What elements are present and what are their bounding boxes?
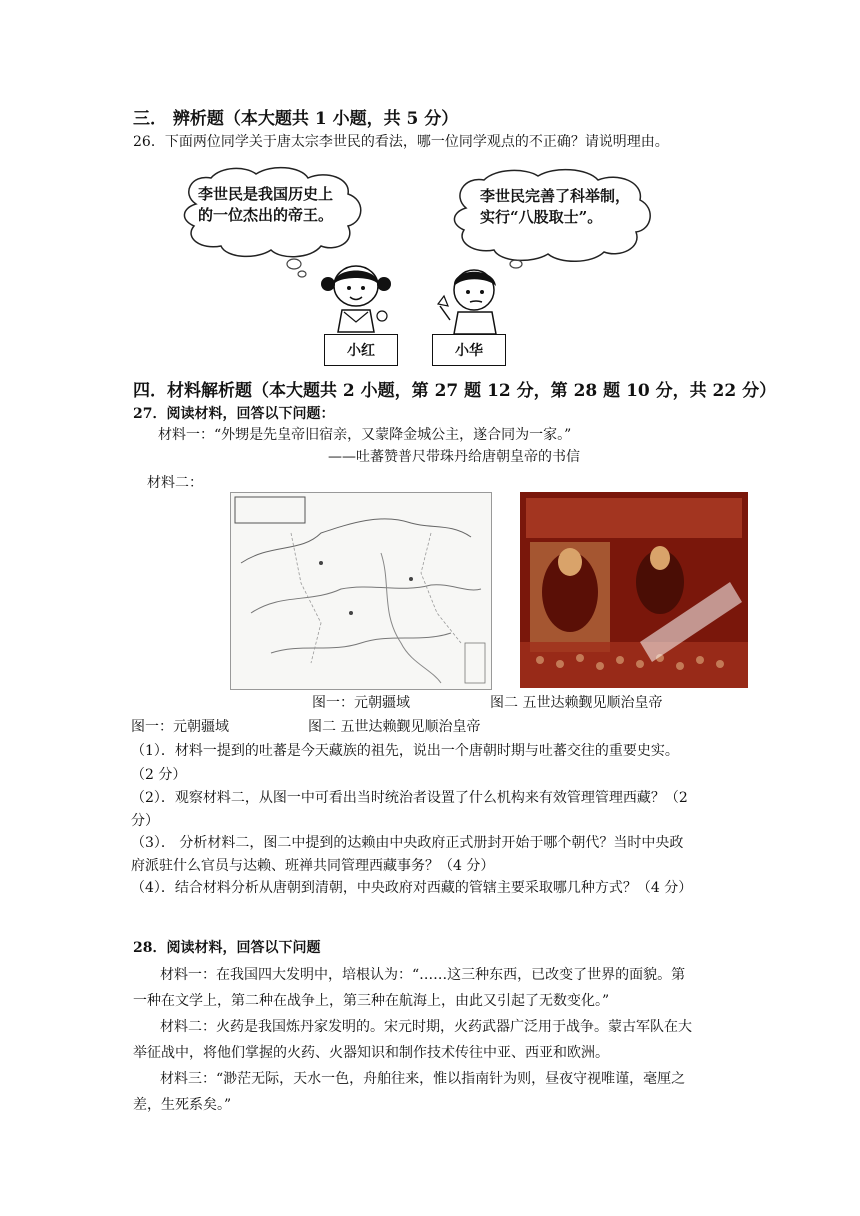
figure1-inner-caption: 图一：元朝疆域 [312, 695, 410, 711]
bubble-right-text: 李世民完善了科举制，实行“八股取士”。 [480, 187, 631, 226]
question-26: 26．下面两位同学关于唐太宗李世民的看法，哪一位同学观点的不正确？请说明理由。 [133, 134, 669, 150]
q27-sub4: （4）．结合材料分析从唐朝到清朝，中央政府对西藏的管辖主要采取哪几种方式？（4 分） [131, 880, 693, 896]
q27-sub2-line1: （2）．观察材料二，从图一中可看出当时统治者设置了什么机构来有效管理管理西藏？（2 [131, 790, 688, 806]
q27-sub3-line2: 府派驻什么官员与达赖、班禅共同管理西藏事务？（4 分） [131, 858, 495, 874]
girl-cartoon-icon [316, 262, 396, 334]
figure2-inner-caption: 图二 五世达赖觐见顺治皇帝 [490, 695, 663, 711]
question-27-title: 27．阅读材料，回答以下问题： [133, 406, 335, 422]
q27-sub1-line1: （1）．材料一提到的吐蕃是今天藏族的祖先，说出一个唐朝时期与吐蕃交往的重要史实。 [131, 743, 679, 759]
figure2-caption: 图二 五世达赖觐见顺治皇帝 [308, 719, 481, 735]
dalai-lama-painting [520, 492, 748, 688]
student-label-xiaohua: 小华 [432, 334, 506, 366]
q28-material2-line1: 材料二：火药是我国炼丹家发明的。宋元时期，火药武器广泛用于战争。蒙古军队在大 [160, 1019, 692, 1035]
section4-heading: 四．材料解析题（本大题共 2 小题，第 27 题 12 分，第 28 题 10 分，共 22 分） [133, 381, 777, 401]
q27-material1-source: ——吐蕃赞普尺带珠丹给唐朝皇帝的书信 [328, 449, 580, 465]
q27-sub2-line2: 分） [131, 813, 159, 829]
figure1-caption: 图一：元朝疆域 [131, 719, 229, 735]
student-label-xiaohong: 小红 [324, 334, 398, 366]
q28-material1-line2: 一种在文学上，第二种在战争上，第三种在航海上，由此又引起了无数变化。” [133, 993, 610, 1009]
q28-material2-line2: 举征战中，将他们掌握的火药、火器知识和制作技术传往中亚、西亚和欧洲。 [133, 1045, 609, 1061]
q27-sub3-line1: （3）． 分析材料二，图二中提到的达赖由中央政府正式册封开始于哪个朝代？当时中央政 [131, 835, 684, 851]
bubble-left-text: 李世民是我国历史上的一位杰出的帝王。 [198, 185, 334, 224]
question-28-title: 28．阅读材料，回答以下问题 [133, 940, 321, 956]
section3-heading: 三． 辨析题（本大题共 1 小题，共 5 分） [133, 109, 459, 129]
q27-material2: 材料二： [147, 475, 203, 491]
q28-material1-line1: 材料一：在我国四大发明中，培根认为：“……这三种东西，已改变了世界的面貌。第 [160, 967, 686, 983]
q27-sub1-line2: （2 分） [131, 767, 187, 783]
boy-cartoon-icon [430, 266, 510, 334]
q27-material1: 材料一：“外甥是先皇帝旧宿亲，又蒙降金城公主，遂合同为一家。” [158, 427, 572, 443]
q28-material3-line1: 材料三：“渺茫无际，天水一色，舟舶往来，惟以指南针为则，昼夜守视唯谨，毫厘之 [160, 1071, 686, 1087]
yuan-dynasty-map [230, 492, 492, 690]
q28-material3-line2: 差，生死系矣。” [133, 1097, 232, 1113]
